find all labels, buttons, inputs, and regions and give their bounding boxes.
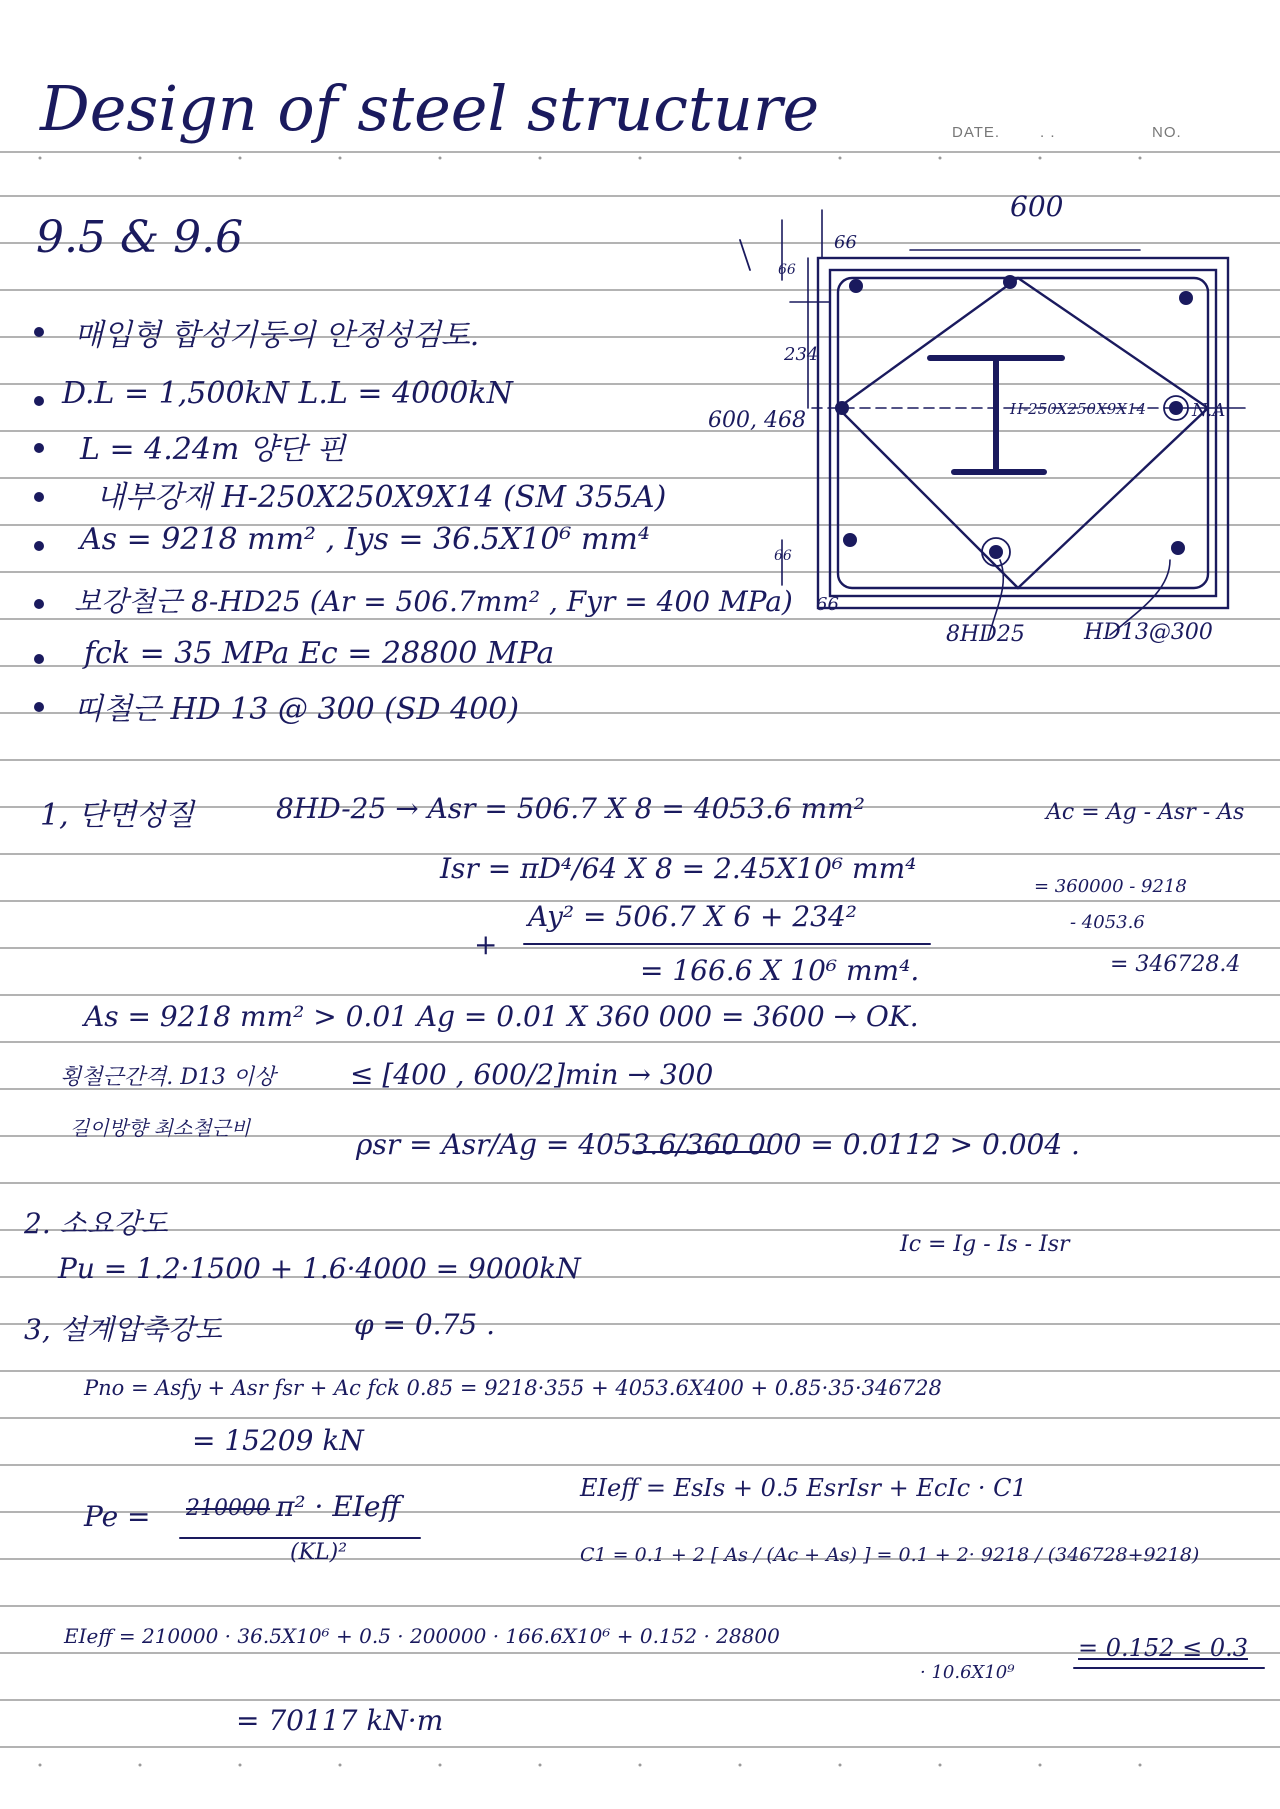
step1-isr-2: Ay² = 506.7 X 6 + 234² [528,900,858,933]
diagram-cover-side: 66 [774,548,792,564]
step3-pe-lhs: Pe = [84,1500,151,1533]
step1-ac-2: = 360000 - 9218 [1034,876,1187,897]
step1-ratio-label: 길이방향 최소철근비 [70,1116,251,1140]
step3-pe-denominator: (KL)² [290,1540,348,1565]
step3-c1: C1 = 0.1 + 2 [ As / (Ac + As) ] = 0.1 + 2· 9218 / (346728+9218) [580,1544,1200,1566]
diagram-tie-label: HD13@300 [1084,620,1213,645]
page-title: Design of steel structure [40,72,820,145]
step3-pe-numerator: π² · EIeff [276,1490,401,1523]
given-item: 보강철근 8-HD25 (Ar = 506.7mm² , Fyr = 400 MPa) [74,585,793,618]
diagram-dim-234: 234 [784,344,819,365]
step1-isr-3: = 166.6 X 10⁶ mm⁴. [640,954,920,987]
given-item: 내부강재 H-250X250X9X14 (SM 355A) [96,480,667,515]
step3-pno: Pno = Asfy + Asr fsr + Ac fck 0.85 = 9218·355 + 4053.6X400 + 0.85·35·346728 [84,1376,942,1400]
step1-ac-3: - 4053.6 [1070,912,1145,933]
diagram-rebar-label: 8HD25 [946,622,1025,647]
step3-eieff-result: = 70117 kN·m [236,1704,444,1737]
step3-eieff-calc: EIeff = 210000 · 36.5X10⁶ + 0.5 · 200000 · 166.6X10⁶ + 0.152 · 28800 [64,1624,780,1648]
given-item: 띠철근 HD 13 @ 300 (SD 400) [74,692,520,727]
section-number: 9.5 & 9.6 [36,212,244,263]
step1-ratio: ρsr = Asr/Ag = 4053.6/360 000 = 0.0112 > 0.004 . [356,1128,1080,1161]
diagram-cover-top: 66 [834,232,857,253]
step1-plus: + [474,928,498,961]
diagram-width-label: 600 [1010,190,1064,223]
given-item: 매입형 합성기둥의 안정성검토. [74,318,480,353]
step1-tie-check-label: 횡철근간격. D13 이상 [60,1065,276,1090]
step1-asr: 8HD-25 → Asr = 506.7 X 8 = 4053.6 mm² [276,792,865,825]
step3-pno-result: = 15209 kN [192,1424,364,1457]
step1-isr-1: Isr = πD⁴/64 X 8 = 2.45X10⁶ mm⁴ [440,852,917,885]
step1-heading: 1, 단면성질 [40,798,195,833]
step2-ic: Ic = Ig - Is - Isr [900,1232,1070,1257]
step1-ac-1: Ac = Ag - Asr - As [1046,800,1245,825]
diagram-cover-left-top: 66 [778,262,796,278]
given-item: L = 4.24m 양단 핀 [80,432,346,467]
step2-pu: Pu = 1.2·1500 + 1.6·4000 = 9000kN [58,1252,581,1285]
step2-heading: 2. 소요강도 [24,1207,168,1240]
step3-eieff-def: EIeff = EsIs + 0.5 EsrIsr + EcIc · C1 [580,1474,1027,1502]
date-dots: . . [1040,124,1056,141]
step3-pe-strike: 210000 [186,1496,270,1521]
step1-as-check: As = 9218 mm² > 0.01 Ag = 0.01 X 360 000 = 3600 → OK. [84,1000,919,1033]
step3-heading: 3, 설계압축강도 [24,1313,222,1346]
date-label: DATE. [952,124,1001,141]
step3-eieff-calc-2: · 10.6X10⁹ [920,1662,1015,1683]
diagram-dim-66-bottom: 66 [816,594,839,615]
step3-phi: φ = 0.75 . [354,1308,496,1341]
given-item: D.L = 1,500kN L.L = 4000kN [62,376,513,411]
number-label: NO. [1152,124,1182,141]
diagram-steel-label: H-250X250X9X14 [1010,400,1147,418]
step1-ac-4: = 346728.4 [1110,952,1241,977]
step1-tie-check: ≤ [400 , 600/2]min → 300 [350,1058,714,1091]
given-item: fck = 35 MPa Ec = 28800 MPa [84,636,555,671]
diagram-dim-height: 600, 468 [708,408,806,433]
step3-c1-result: = 0.152 ≤ 0.3 [1078,1634,1248,1662]
given-item: As = 9218 mm² , Iys = 36.5X10⁶ mm⁴ [80,522,650,557]
diagram-na-label: N.A [1192,400,1226,421]
